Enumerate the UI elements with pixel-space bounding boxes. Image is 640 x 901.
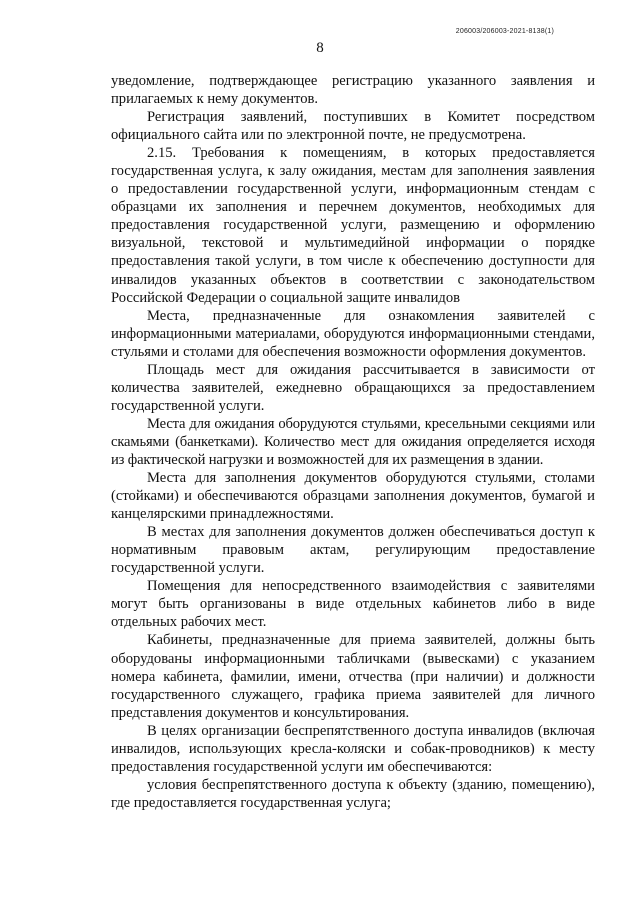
document-id: 206003/206003-2021-8138(1) (455, 28, 554, 35)
paragraph-info-places: Места, предназначенные для ознакомления заявителей с информационными материалами, оборудуются информационными стендами, стульями и столами для обеспечения возможности оформления документов. (111, 307, 595, 360)
document-body (111, 72, 595, 812)
paragraph-access-conditions: условия беспрепятственного доступа к объекту (зданию, помещению), где предоставляется государственная услуга; (111, 776, 595, 811)
paragraph-requirements-2-15: 2.15. Требования к помещениям, в которых предоставляется государственная услуга, к залу ожидания, местам для заполнения заявления о предоставлении государственной услуги, информационным стендам с образцами их заполнения и перечнем документов, необходимых для предоставления государственной услуги, размещению и оформлению визуальной, текстовой и мультимедийной информации о порядке предоставления такой услуги, в том числе к обеспечению доступности для инвалидов указанных объектов в соответствии с законодательством Российской Федерации о социальной защите инвалидов (111, 145, 595, 306)
paragraph-registration: Регистрация заявлений, поступивших в Комитет посредством официального сайта или по электронной почте, не предусмотрена. (111, 109, 595, 144)
paragraph-filling-places: Места для заполнения документов оборудуются стульями, столами (стойками) и обеспечиваются образцами заполнения документов, бумагой и канцелярскими принадлежностями. (111, 470, 595, 523)
paragraph-premises: Помещения для непосредственного взаимодействия с заявителями могут быть организованы в виде отдельных кабинетов либо в виде отдельных рабочих мест. (111, 578, 595, 631)
paragraph-accessibility: В целях организации беспрепятственного доступа инвалидов (включая инвалидов, использующих кресла-коляски и собак-проводников) к месту предоставления государственной услуги им обеспечиваются: (111, 722, 595, 775)
paragraph-waiting-equipment: Места для ожидания оборудуются стульями, кресельными секциями или скамьями (банкетками). Количество мест для ожидания определяется исходя из фактической нагрузки и возможностей для их размещения в здании. (111, 415, 595, 468)
paragraph-offices: Кабинеты, предназначенные для приема заявителей, должны быть оборудованы информационными табличками (вывесками) с указанием номера кабинета, фамилии, имени, отчества (при наличии) и должности государственного служащего, графика приема заявителей для личного представления документов и консультирования. (111, 632, 595, 721)
paragraph-continuation: уведомление, подтверждающее регистрацию указанного заявления и прилагаемых к нему документов. (111, 73, 595, 108)
paragraph-legal-access: В местах для заполнения документов должен обеспечиваться доступ к нормативным правовым актам, регулирующим предоставление государственной услуги. (111, 524, 595, 577)
paragraph-waiting-area: Площадь мест для ожидания рассчитывается в зависимости от количества заявителей, ежедневно обращающихся за предоставлением государственной услуги. (111, 361, 595, 414)
page-number: 8 (316, 40, 324, 56)
